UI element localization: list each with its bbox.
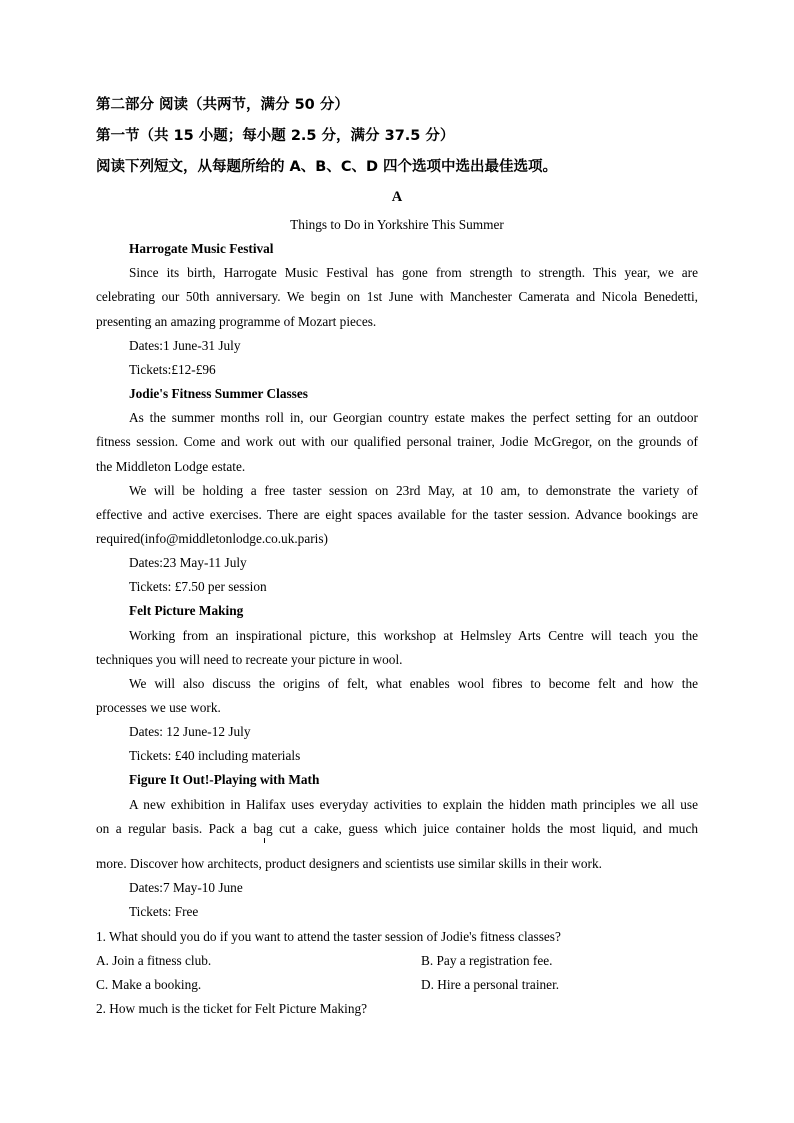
paragraph-line: on a regular basis. Pack a bag cut a cake, guess which juice container holds the most liquid, and much: [96, 821, 698, 836]
paragraph-line: Since its birth, Harrogate Music Festival has gone from strength to strength. This year, we are: [129, 265, 698, 280]
event-dates: Dates:7 May-10 June: [129, 880, 243, 895]
paragraph-line: A new exhibition in Halifax uses everyday activities to explain the hidden math principles we all use: [129, 797, 698, 812]
option-b: B. Pay a registration fee.: [421, 953, 553, 968]
section-heading: 第一节（共 15 小题；每小题 2.5 分，满分 37.5 分）: [96, 128, 455, 144]
option-c: C. Make a booking.: [96, 977, 202, 992]
paragraph-line: techniques you will need to recreate your picture in wool.: [96, 652, 403, 667]
paragraph-line: the Middleton Lodge estate.: [96, 459, 246, 474]
paragraph-line: fitness session. Come and work out with our qualified personal trainer, Jodie McGregor, on the grounds of: [96, 434, 698, 449]
event-dates: Dates: 12 June-12 July: [129, 724, 251, 739]
event-title: Figure It Out!-Playing with Math: [129, 772, 320, 787]
paragraph-line: processes we use work.: [96, 700, 221, 715]
event-tickets: Tickets:£12-£96: [129, 362, 216, 377]
event-dates: Dates:1 June-31 July: [129, 338, 241, 353]
event-title: Felt Picture Making: [129, 603, 244, 618]
question-stem: 2. How much is the ticket for Felt Picture Making?: [96, 1001, 368, 1016]
question-stem: 1. What should you do if you want to attend the taster session of Jodie's fitness classes?: [96, 929, 561, 944]
instruction: 阅读下列短文，从每题所给的 A、B、C、D 四个选项中选出最佳选项。: [96, 159, 558, 175]
event-title: Jodie's Fitness Summer Classes: [129, 386, 308, 401]
paragraph-line: celebrating our 50th anniversary. We begin on 1st June with Manchester Camerata and Nicola Benedetti,: [96, 289, 698, 304]
stray-mark: [264, 838, 265, 843]
event-tickets: Tickets: Free: [129, 904, 199, 919]
part-heading: 第二部分 阅读（共两节，满分 50 分）: [96, 97, 349, 113]
event-tickets: Tickets: £7.50 per session: [129, 579, 267, 594]
paragraph-line: required(info@middletonlodge.co.uk.paris): [96, 531, 328, 546]
paragraph-line: more. Discover how architects, product designers and scientists use similar skills in their work.: [96, 856, 602, 871]
event-dates: Dates:23 May-11 July: [129, 555, 247, 570]
option-d: D. Hire a personal trainer.: [421, 977, 560, 992]
paragraph-line: As the summer months roll in, our Georgian country estate makes the perfect setting for an outdoor: [129, 410, 698, 425]
option-a: A. Join a fitness club.: [96, 953, 212, 968]
passage-title: Things to Do in Yorkshire This Summer: [290, 217, 504, 232]
paragraph-line: effective and active exercises. There are eight spaces available for the taster session. Advance bookings are: [96, 507, 698, 522]
passage-letter: A: [391, 189, 403, 205]
paragraph-line: presenting an amazing programme of Mozart pieces.: [96, 314, 377, 329]
paragraph-line: We will be holding a free taster session on 23rd May, at 10 am, to demonstrate the variety of: [129, 483, 698, 498]
event-tickets: Tickets: £40 including materials: [129, 748, 301, 763]
event-title: Harrogate Music Festival: [129, 241, 274, 256]
paragraph-line: Working from an inspirational picture, this workshop at Helmsley Arts Centre will teach you the: [129, 628, 698, 643]
paragraph-line: We will also discuss the origins of felt, what enables wool fibres to become felt and how the: [129, 676, 698, 691]
